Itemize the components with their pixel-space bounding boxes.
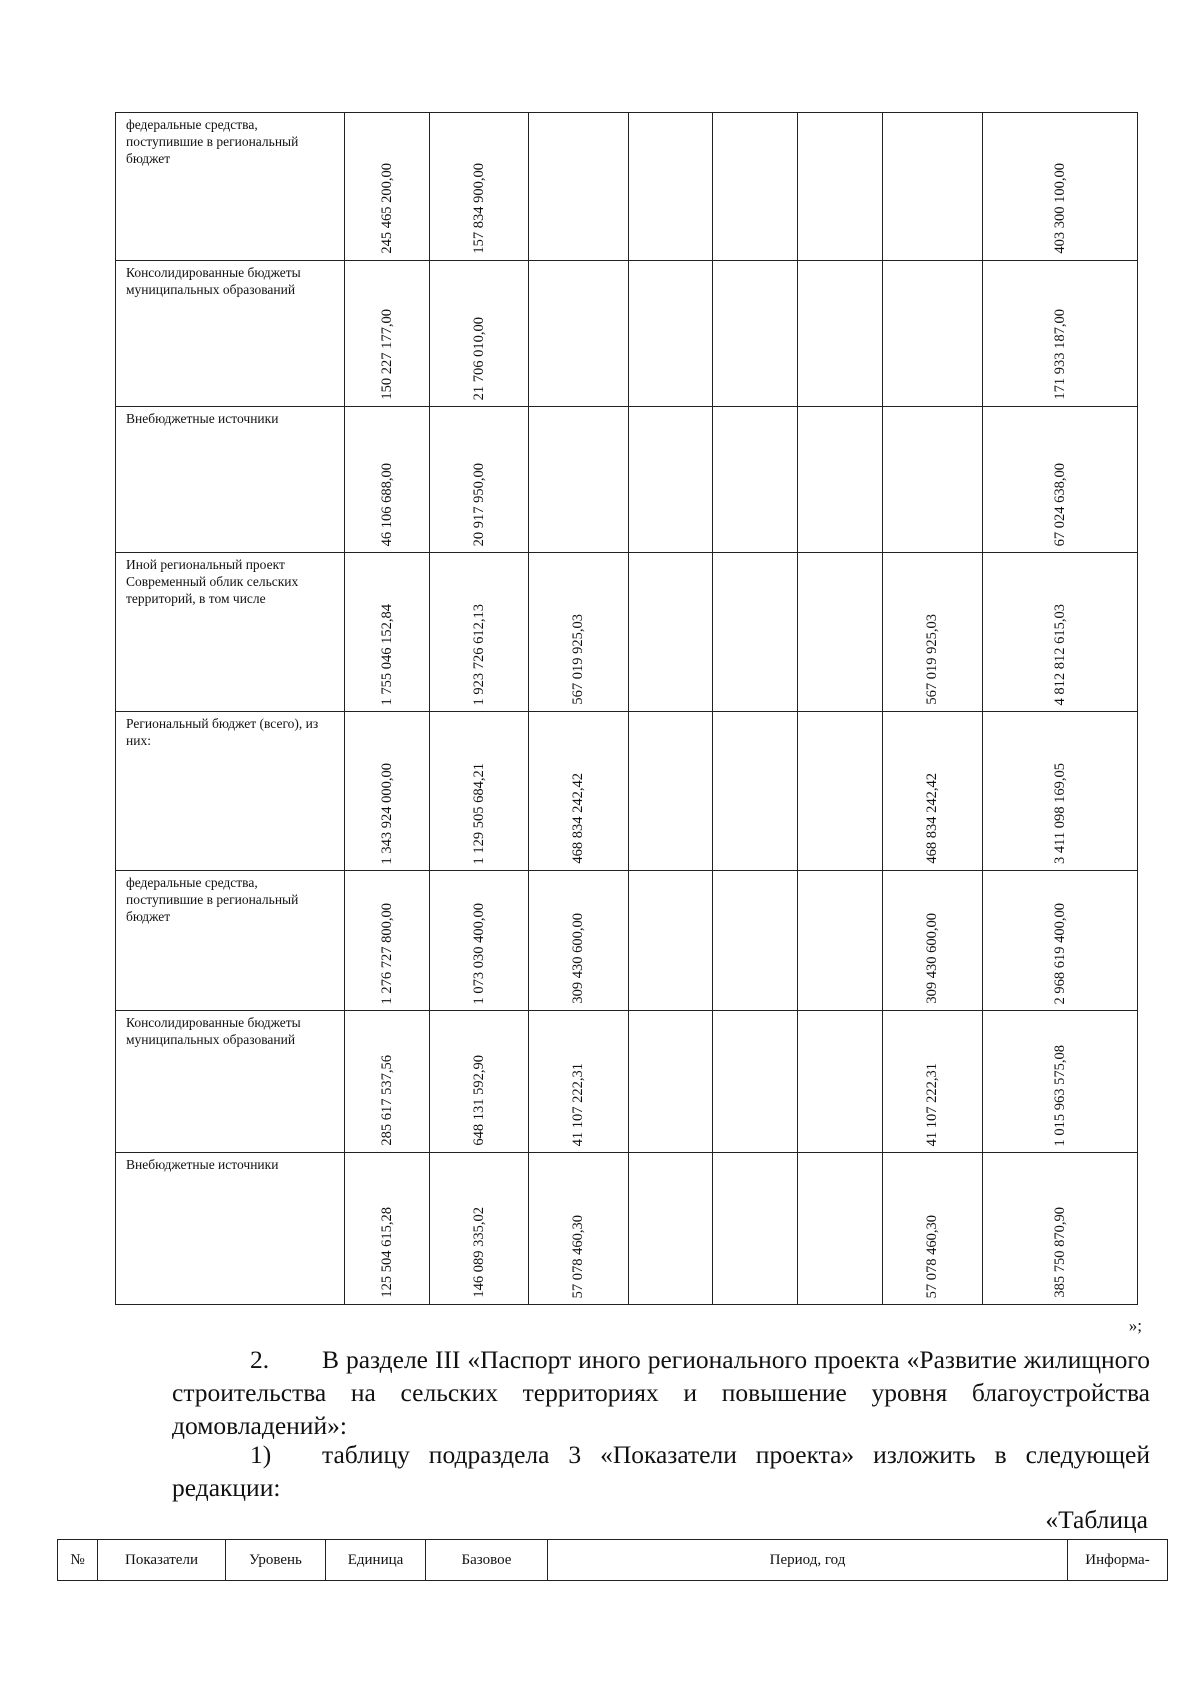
value-cell (798, 1153, 883, 1305)
value-text: 57 078 460,30 (570, 1214, 587, 1298)
value-text: 285 617 537,56 (378, 1055, 395, 1146)
finance-table (115, 112, 1138, 1305)
value-text: 1 343 924 000,00 (378, 762, 395, 864)
value-text: 146 089 335,02 (470, 1207, 487, 1298)
value-cell (628, 261, 713, 407)
value-cell (344, 113, 429, 261)
value-cell (529, 712, 628, 871)
value-cell (982, 1153, 1137, 1305)
value-cell (883, 261, 982, 407)
finance-row (116, 113, 1138, 261)
paragraph-3 (172, 1438, 1150, 1504)
value-cell (883, 1011, 982, 1153)
header-cell-unit: Единица (326, 1540, 426, 1581)
value-cell (798, 261, 883, 407)
paragraph-3-text: таблицу подраздела 3 «Показатели проекта» изложить в следующей редакции: (172, 1440, 1150, 1502)
value-text: 245 465 200,00 (378, 163, 395, 254)
value-text: 3 411 098 169,05 (1051, 763, 1068, 864)
value-cell (798, 407, 883, 553)
paragraph-3-number: 1) (250, 1440, 272, 1469)
value-cell (628, 113, 713, 261)
value-text: 567 019 925,03 (570, 614, 587, 705)
value-cell (529, 1153, 628, 1305)
value-cell (798, 712, 883, 871)
value-cell (529, 871, 628, 1011)
row-label: Иной региональный проект Современный облик сельских территорий, в том числе (116, 553, 345, 712)
finance-row (116, 1011, 1138, 1153)
finance-row (116, 261, 1138, 407)
value-text: 385 750 870,90 (1051, 1207, 1068, 1298)
value-text: 150 227 177,00 (378, 309, 395, 400)
value-cell (628, 1153, 713, 1305)
value-text: 4 812 812 615,03 (1051, 603, 1068, 705)
value-cell (344, 261, 429, 407)
value-cell (529, 1011, 628, 1153)
row-label: Региональный бюджет (всего), из них: (116, 712, 345, 871)
value-cell (883, 407, 982, 553)
value-text: 21 706 010,00 (470, 316, 487, 400)
row-label: Внебюджетные источники (116, 1153, 345, 1305)
value-cell (429, 407, 528, 553)
indicators-table (57, 1539, 1168, 1581)
finance-row (116, 553, 1138, 712)
value-cell (883, 553, 982, 712)
value-cell (883, 871, 982, 1011)
value-text: 403 300 100,00 (1051, 163, 1068, 254)
header-cell-base: Базовое (426, 1540, 548, 1581)
value-cell (529, 407, 628, 553)
value-cell (429, 871, 528, 1011)
value-text: 1 755 046 152,84 (378, 603, 395, 705)
value-cell (982, 553, 1137, 712)
value-cell (713, 712, 798, 871)
finance-row (116, 712, 1138, 871)
header-cell-info: Информа- (1068, 1540, 1168, 1581)
indicators-header-row (58, 1540, 1168, 1581)
value-cell (344, 1011, 429, 1153)
table-caption: «Таблица (1045, 1505, 1148, 1534)
value-text: 41 107 222,31 (570, 1062, 587, 1146)
value-text: 46 106 688,00 (378, 462, 395, 546)
value-cell (344, 1153, 429, 1305)
value-cell (344, 871, 429, 1011)
value-cell (798, 113, 883, 261)
paragraph-2-text: В разделе III «Паспорт иного регионального проекта «Развитие жилищного строительства на сельских территориях и повышение уровня благоустройства домовладений»: (172, 1345, 1150, 1440)
value-cell (628, 553, 713, 712)
value-cell (883, 113, 982, 261)
value-cell (628, 1011, 713, 1153)
value-text: 2 968 619 400,00 (1051, 902, 1068, 1004)
value-text: 309 430 600,00 (924, 913, 941, 1004)
value-text: 1 015 963 575,08 (1051, 1044, 1068, 1146)
value-cell (713, 407, 798, 553)
value-text: 468 834 242,42 (924, 773, 941, 864)
value-cell (529, 553, 628, 712)
value-text: 125 504 615,28 (378, 1207, 395, 1298)
value-text: 1 276 727 800,00 (378, 902, 395, 1004)
value-cell (344, 407, 429, 553)
row-label: Консолидированные бюджеты муниципальных образований (116, 261, 345, 407)
value-text: 648 131 592,90 (470, 1055, 487, 1146)
value-text: 57 078 460,30 (924, 1214, 941, 1298)
value-text: 20 917 950,00 (470, 462, 487, 546)
header-cell-level: Уровень (226, 1540, 326, 1581)
value-cell (529, 113, 628, 261)
value-cell (713, 1011, 798, 1153)
value-cell (982, 1011, 1137, 1153)
value-text: 1 129 505 684,21 (470, 762, 487, 864)
value-cell (798, 553, 883, 712)
value-cell (798, 871, 883, 1011)
value-cell (429, 261, 528, 407)
value-cell (628, 407, 713, 553)
value-cell (628, 871, 713, 1011)
value-cell (429, 1011, 528, 1153)
value-cell (429, 712, 528, 871)
value-cell (982, 407, 1137, 553)
finance-row (116, 407, 1138, 553)
value-cell (982, 261, 1137, 407)
value-cell (883, 712, 982, 871)
finance-row (116, 871, 1138, 1011)
header-cell-indicators: Показатели (98, 1540, 226, 1581)
row-label: федеральные средства, поступившие в региональный бюджет (116, 113, 345, 261)
value-cell (713, 871, 798, 1011)
finance-row (116, 1153, 1138, 1305)
paragraph-2-number: 2. (250, 1345, 270, 1374)
value-cell (713, 113, 798, 261)
value-cell (883, 1153, 982, 1305)
row-label: Консолидированные бюджеты муниципальных образований (116, 1011, 345, 1153)
value-text: 67 024 638,00 (1051, 462, 1068, 546)
header-cell-period: Период, год (548, 1540, 1068, 1581)
row-label: Внебюджетные источники (116, 407, 345, 553)
value-cell (429, 113, 528, 261)
value-cell (713, 553, 798, 712)
value-cell (798, 1011, 883, 1153)
value-text: 309 430 600,00 (570, 913, 587, 1004)
value-cell (982, 113, 1137, 261)
value-cell (982, 712, 1137, 871)
value-cell (344, 712, 429, 871)
value-cell (344, 553, 429, 712)
value-text: 41 107 222,31 (924, 1062, 941, 1146)
value-cell (628, 712, 713, 871)
row-label: федеральные средства, поступившие в региональный бюджет (116, 871, 345, 1011)
value-text: 468 834 242,42 (570, 773, 587, 864)
value-cell (713, 1153, 798, 1305)
value-cell (429, 1153, 528, 1305)
value-text: 171 933 187,00 (1051, 309, 1068, 400)
value-text: 157 834 900,00 (470, 163, 487, 254)
value-cell (713, 261, 798, 407)
value-cell (429, 553, 528, 712)
value-text: 1 923 726 612,13 (470, 603, 487, 705)
header-cell-number: № (58, 1540, 98, 1581)
paragraph-2 (172, 1343, 1150, 1442)
value-cell (982, 871, 1137, 1011)
value-cell (529, 261, 628, 407)
closing-quote: »; (1128, 1316, 1142, 1335)
value-text: 1 073 030 400,00 (470, 902, 487, 1004)
value-text: 567 019 925,03 (924, 614, 941, 705)
